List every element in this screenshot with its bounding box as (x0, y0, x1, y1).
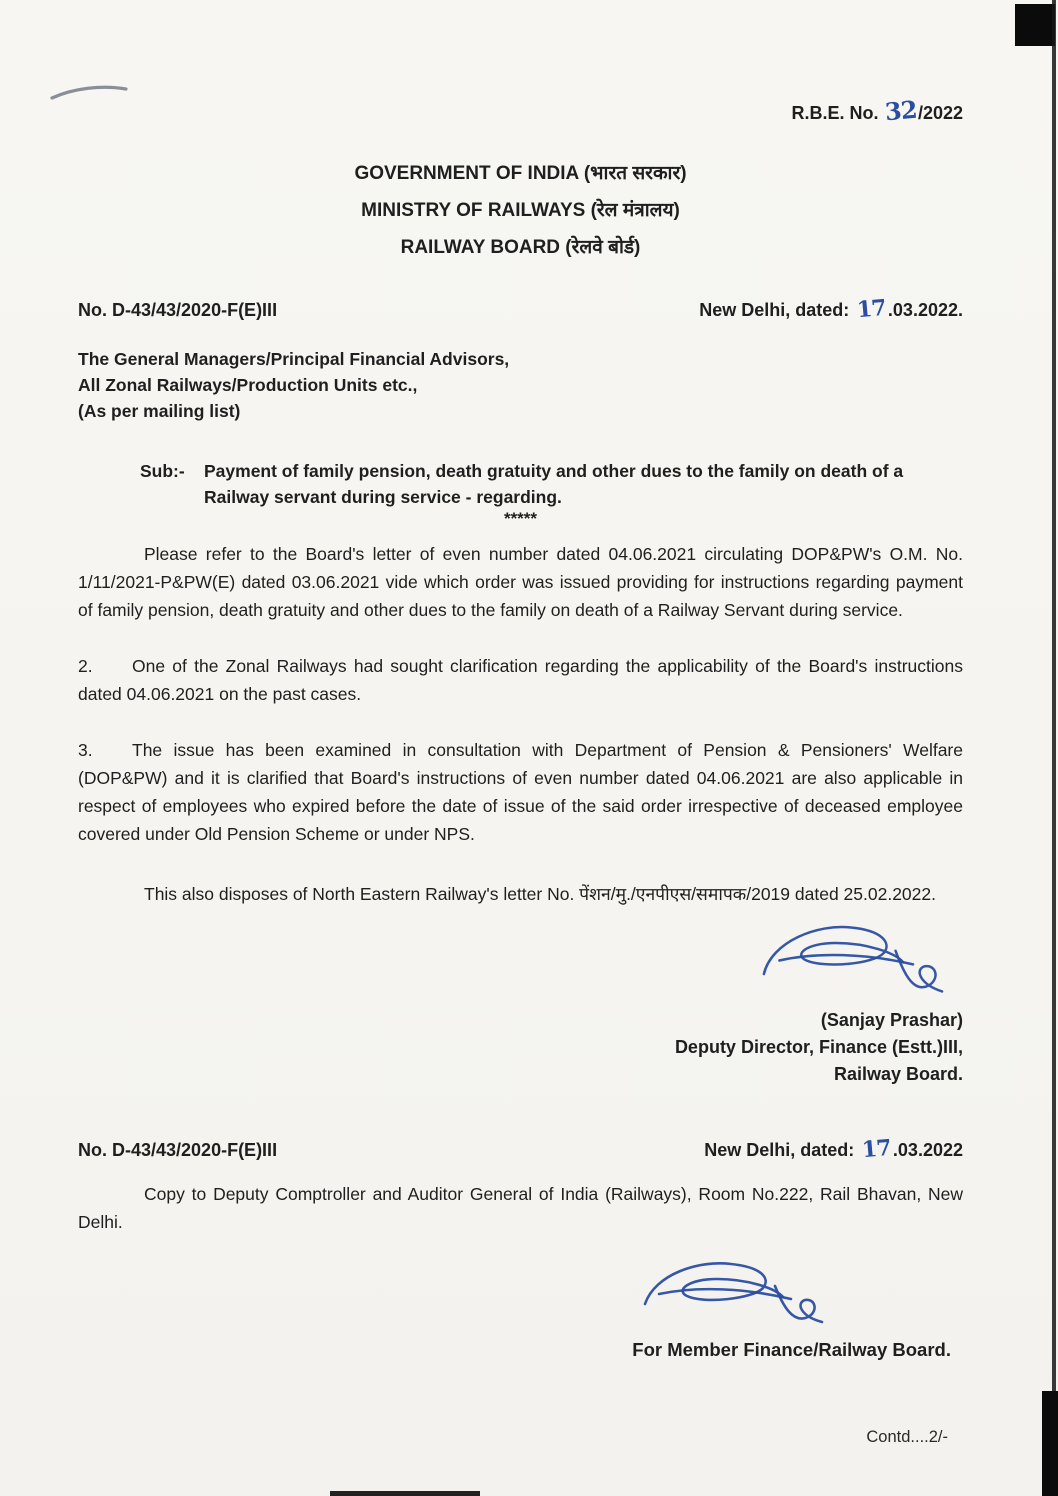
rbe-suffix: /2022 (917, 103, 963, 123)
letter-content (0, 96, 1058, 1361)
body-paragraph-4: This also disposes of North Eastern Railway's letter No. पेंशन/मु./एनपीएस/समापक/2019 dated 25.02.2022. (144, 884, 936, 904)
continuation-note: Contd....2/- (866, 1428, 948, 1446)
date-label-1: New Delhi, dated: (699, 300, 850, 320)
signatory-name: (Sanjay Prashar) (820, 1010, 963, 1030)
subject-text: Payment of family pension, death gratuity and other dues to the family on death of a Railway servant during service - regarding. (204, 461, 904, 507)
file-number-1: No. D-43/43/2020-F(E)III (78, 300, 278, 320)
letterhead (78, 155, 963, 266)
paragraph-2-number: 2. (78, 656, 93, 676)
addressee-line-2: All Zonal Railways/Production Units etc., (78, 375, 418, 395)
scan-artifact-bottom-right (1042, 1391, 1058, 1496)
dateline-2 (704, 1136, 963, 1162)
date-day-handwritten-1: 17 (856, 294, 888, 324)
for-member-line: For Member Finance/Railway Board. (632, 1339, 951, 1360)
reference-line-1 (78, 296, 963, 322)
signatory-title-2: Railway Board. (833, 1064, 963, 1084)
signature-1-block (78, 914, 963, 1011)
copy-paragraph: Copy to Deputy Comptroller and Auditor General of India (Railways), Room No.222, Rail Bhavan, New Delhi. (78, 1184, 963, 1232)
addressee-line-3: (As per mailing list) (78, 401, 241, 421)
date-rest-2: .03.2022 (892, 1140, 963, 1160)
signature-2-ink (633, 1252, 833, 1332)
reference-line-2 (78, 1136, 963, 1162)
signature-1-ink (747, 914, 957, 1006)
file-number-2: No. D-43/43/2020-F(E)III (78, 1140, 278, 1160)
paragraph-3-text: The issue has been examined in consultation with Department of Pension & Pensioners' Welfare (DOP&PW) and it is clarified that Board's instructions of even number dated 04.06.2021 are also applicable in respect of employees who expired before the date of issue of the said order irrespective of deceased employee covered under Old Pension Scheme or under NPS. (78, 740, 963, 844)
letterhead-line-board: RAILWAY BOARD (रेलवे बोर्ड) (400, 237, 641, 258)
body-paragraph-3 (78, 736, 963, 848)
paragraph-3-number: 3. (78, 740, 93, 760)
rbe-number-line (78, 96, 963, 125)
scan-artifact-bottom-strip (330, 1491, 480, 1496)
subject-divider-stars: ***** (503, 509, 538, 528)
letterhead-line-government: GOVERNMENT OF INDIA (भारत सरकार) (354, 163, 687, 184)
subject-block (78, 458, 963, 510)
rbe-number-handwritten: 32 (883, 94, 918, 127)
body-paragraph-2 (78, 652, 963, 708)
body-paragraph-1: Please refer to the Board's letter of even number dated 04.06.2021 circulating DOP&PW's O.M. No. 1/11/2021-P&PW(E) dated 03.06.2021 vide which order was issued providing for instructions regarding payment of family pension, death gratuity and other dues to the family on death of a Railway Servant during service. (78, 544, 963, 620)
signature-2-block (78, 1252, 963, 1337)
dateline-1 (699, 296, 963, 322)
letterhead-line-ministry: MINISTRY OF RAILWAYS (रेल मंत्रालय) (361, 200, 680, 221)
scan-artifact-top-right (1015, 4, 1055, 46)
date-day-handwritten-2: 17 (861, 1134, 893, 1164)
rbe-label: R.B.E. No. (791, 103, 879, 123)
addressee-block (78, 346, 963, 424)
addressee-line-1: The General Managers/Principal Financial Advisors, (78, 349, 510, 369)
date-rest-1: .03.2022. (887, 300, 963, 320)
date-label-2: New Delhi, dated: (704, 1140, 855, 1160)
signatory-title-1: Deputy Director, Finance (Estt.)III, (674, 1037, 963, 1057)
signatory-block (78, 1007, 963, 1088)
subject-label: Sub:- (140, 461, 185, 481)
paragraph-2-text: One of the Zonal Railways had sought clarification regarding the applicability of the Board's instructions dated 04.06.2021 on the past cases. (78, 656, 963, 704)
